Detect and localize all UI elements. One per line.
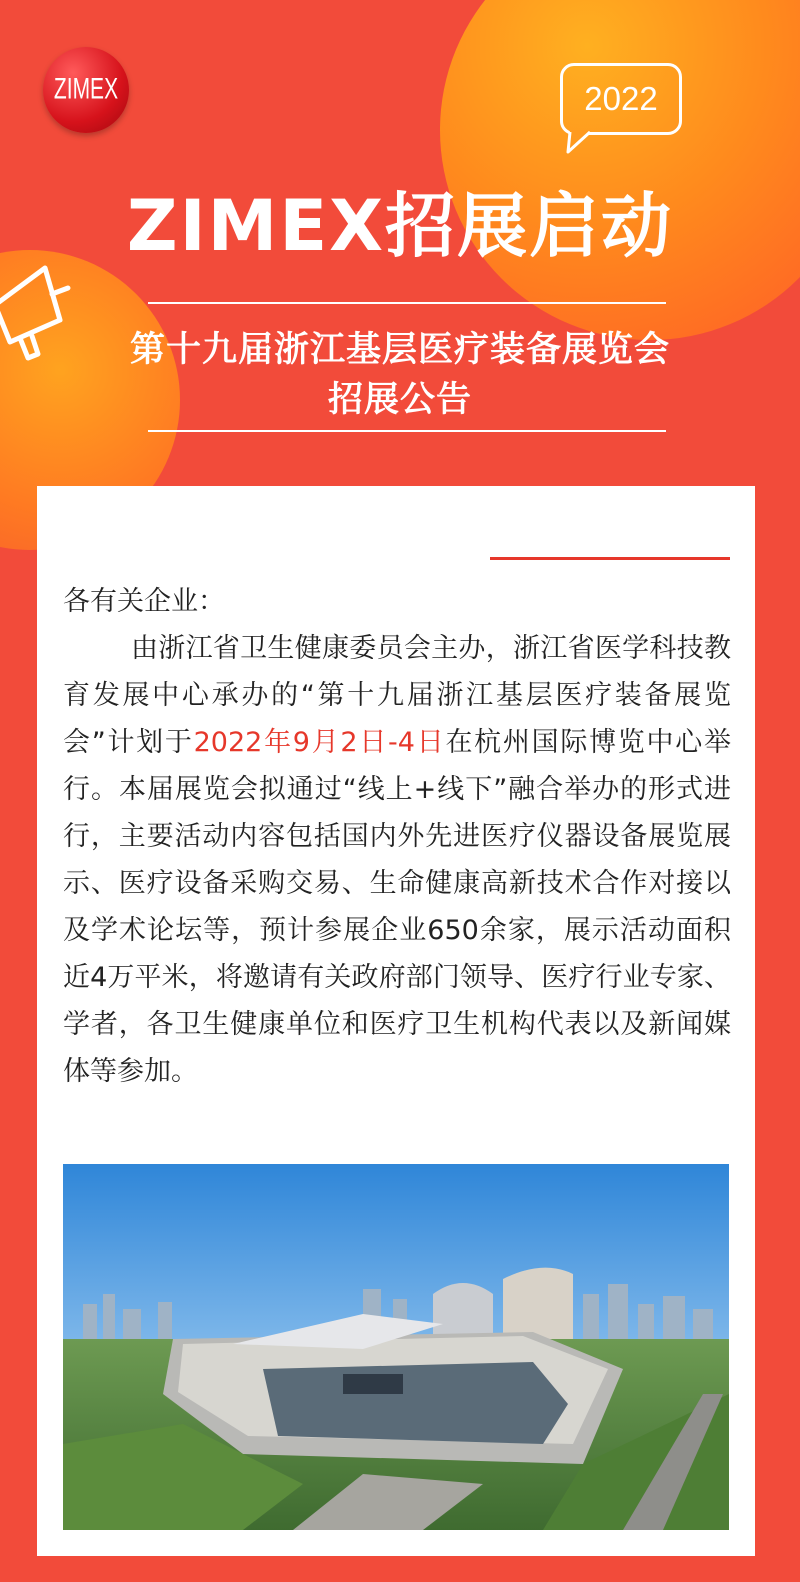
zimex-logo [43, 47, 129, 133]
announcement-card [37, 486, 755, 1556]
divider-top [148, 302, 666, 304]
paragraph-after: 在杭州国际博览中心举行。本届展览会拟通过“线上+线下”融合举办的形式进行，主要活动内容包括国内外先进医疗仪器设备展览展示、医疗设备采购交易、生命健康高新技术合作对接以及学术论坛等，预计参展企业650余家，展示活动面积近4万平米，将邀请有关政府部门领导、医疗行业专家、学者，各卫生健康单位和医疗卫生机构代表以及新闻媒体等参加。 [63, 727, 731, 1087]
year-text: 2022 [584, 80, 658, 117]
exhibition-date: 2022年9月2日-4日 [193, 727, 446, 758]
paragraph-before: 由浙江省卫生健康委员会主办，浙江省医学科技教育发展中心承办的“第十九届浙江基层医疗装备展览会”计划于 [63, 633, 731, 758]
divider-bottom [148, 430, 666, 432]
subtitle-line2: 招展公告 [327, 380, 472, 420]
card-accent-line [490, 557, 730, 560]
headline: ZIMEX招展启动 [126, 185, 674, 267]
logo-text: ZIMEX [53, 73, 119, 106]
salutation: 各有关企业： [63, 586, 225, 617]
exhibition-center-photo [63, 1164, 729, 1530]
subtitle-line1: 第十九届浙江基层医疗装备展览会 [129, 330, 670, 370]
letter-body [63, 578, 731, 1095]
letter-paragraph [63, 625, 731, 1095]
year-badge [560, 63, 682, 135]
speech-bubble-icon [560, 130, 600, 156]
